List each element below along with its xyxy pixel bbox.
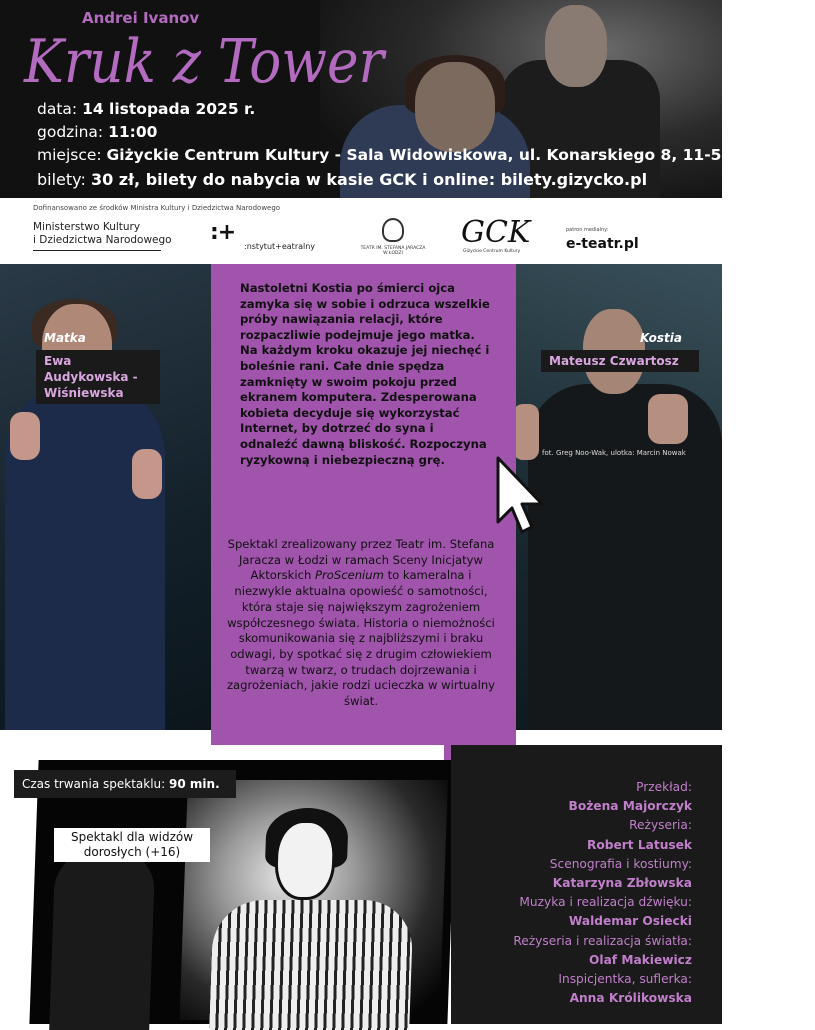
ministry-logo: Ministerstwo Kultury i Dziedzictwa Narodowego xyxy=(33,221,172,246)
author-name: Andrei Ivanov xyxy=(82,9,200,27)
credit-name: Anna Królikowska xyxy=(569,991,692,1006)
credit-name: Bożena Majorczyk xyxy=(568,799,692,814)
matka-role-label: Matka xyxy=(44,331,86,345)
credit-name: Robert Latusek xyxy=(587,837,692,852)
tickets-value: 30 zł, bilety do nabycia w kasie GCK i online: bilety.gizycko.pl xyxy=(90,170,648,189)
funding-note: Dofinansowano ze środków Ministra Kultury i Dziedzictwa Narodowego xyxy=(33,204,281,212)
header-banner xyxy=(0,0,815,198)
ministry-underline xyxy=(33,250,161,251)
synopsis-description: Spektakl zrealizowany przez Teatr im. Stefana Jaracza w Łodzi w ramach Sceny Inicjatyw Aktorskich ProScenium to kameralna i niezwykle aktualna opowieść o samotności, która staje się największym zagrożeniem współczesnego świata. Historia o niemożności skomunikowania się z najbliższymi i braku odwagi, by spotkać się z drugim człowiekiem twarzą w twarz, o trudach dojrzewania i zagrożeniach, jakie rodzi ucieczka w wirtualny świat. xyxy=(226,537,496,709)
jaracz-theatre-text: TEATR IM. STEFANA JARACZA W ŁODZI xyxy=(360,246,426,256)
synopsis-lead: Nastoletni Kostia po śmierci ojca zamyka się w sobie i odrzuca wszelkie próby nawiązania relacji, które rozpaczliwie podejmuje jego matka. Na każdym kroku okazuje jej niechęć i boleśnie rani. Całe dnie spędza zamknięty w swoim pokoju przed ekranem komputera. Zdesperowana kobieta decyduje się wykorzystać Internet, by dotrzeć do syna i odnaleźć dawną bliskość. Rozpoczyna ryzykowną i niebezpieczną grę. xyxy=(240,281,490,467)
instytut-logo-text: :nstytut+eatralny xyxy=(244,242,316,251)
date-label: data: xyxy=(37,100,78,118)
date-value: 14 listopada 2025 r. xyxy=(82,100,256,118)
date-row xyxy=(37,100,255,118)
credit-role: Muzyka i realizacja dźwięku: xyxy=(519,895,692,910)
place-value: Giżyckie Centrum Kultury - Sala Widowiskowa, ul. Konarskiego 8, 11-500 Giżycko xyxy=(106,146,815,164)
credit-name: Olaf Makiewicz xyxy=(589,952,692,967)
matka-actor-name: Ewa Audykowska -Wiśniewska xyxy=(36,350,160,404)
mouse-pointer-icon xyxy=(496,456,552,538)
credit-name: Katarzyna Zbłowska xyxy=(552,876,692,891)
kostia-actor-name: Mateusz Czwartosz xyxy=(541,350,699,372)
play-title xyxy=(24,26,404,96)
e-teatr-logo: e-teatr.pl xyxy=(566,236,639,252)
proscenium-name: ProScenium xyxy=(314,568,384,583)
instytut-logo-mark: :+ xyxy=(210,220,236,245)
patron-label: patron medialny: xyxy=(566,227,609,233)
credit-role: Reżyseria: xyxy=(629,818,692,833)
place-row xyxy=(37,146,815,164)
credit-role: Scenografia i kostiumy: xyxy=(549,856,692,871)
time-label: godzina: xyxy=(37,123,104,141)
sponsor-strip xyxy=(0,198,722,264)
credits-list xyxy=(460,778,692,1008)
credit-role: Inspicjentka, suflerka: xyxy=(558,972,692,987)
matka-photo xyxy=(0,264,230,730)
gck-logo: GCK xyxy=(461,215,531,250)
comic-illustration xyxy=(29,760,456,1024)
jaracz-theatre-logo-icon xyxy=(382,218,404,242)
tickets-label: bilety: xyxy=(37,170,86,189)
photo-credit: fot. Greg Noo-Wak, ulotka: Marcin Nowak xyxy=(542,449,686,457)
duration-label: Czas trwania spektaklu: xyxy=(22,777,166,791)
time-value: 11:00 xyxy=(108,123,158,141)
duration-badge xyxy=(14,770,236,798)
time-row xyxy=(37,123,157,141)
gck-subtitle: Giżyckie Centrum Kultury xyxy=(463,249,521,254)
age-rating-note: Spektakl dla widzów dorosłych (+16) xyxy=(54,828,210,862)
svg-text:Kruk z Tower: Kruk z Tower xyxy=(23,27,387,97)
kostia-role-label: Kostia xyxy=(640,331,682,345)
credit-role: Przekład: xyxy=(636,780,692,794)
credit-name: Waldemar Osiecki xyxy=(568,914,692,929)
tickets-row xyxy=(37,170,647,189)
credit-role: Reżyseria i realizacja światła: xyxy=(513,933,692,948)
place-label: miejsce: xyxy=(37,146,102,164)
duration-value: 90 min. xyxy=(169,777,220,791)
